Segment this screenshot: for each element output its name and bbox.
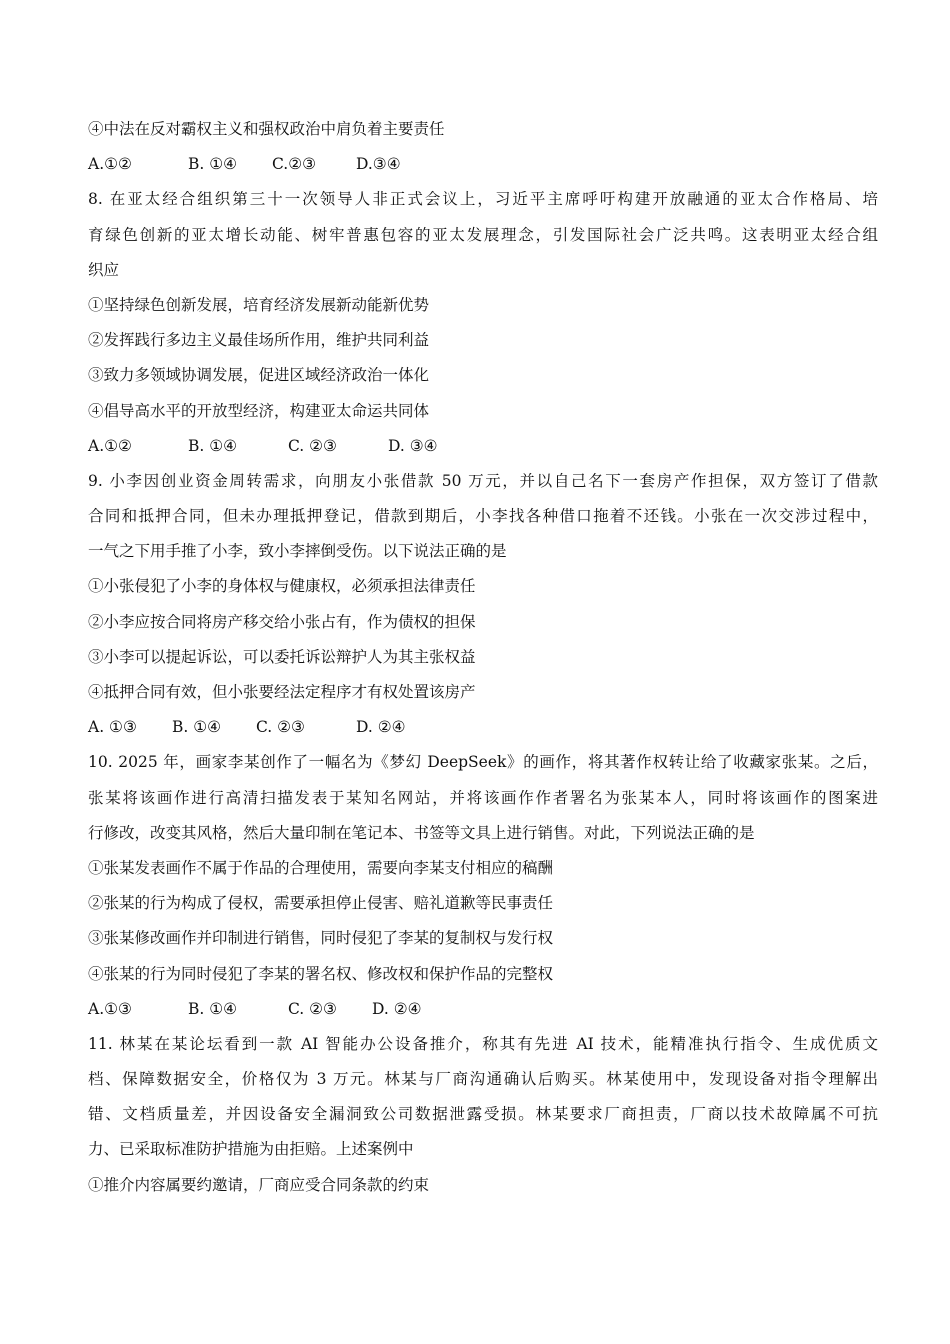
q10-options	[88, 992, 878, 1027]
q9-option-a: A. ①③	[88, 718, 137, 737]
q10-stem-line-3: 行修改，改变其风格，然后大量印制在笔记本、书签等文具上进行销售。对此，下列说法正确的是	[88, 823, 755, 842]
q7-option-d: D.③④	[356, 155, 401, 174]
q10-item-4: ④张某的行为同时侵犯了李某的署名权、修改权和保护作品的完整权	[88, 964, 554, 983]
q9-option-d: D. ②④	[356, 718, 406, 737]
q9-option-b: B. ①④	[172, 718, 222, 737]
q11-stem-line-1: 11. 林某在某论坛看到一款 AI 智能办公设备推介，称其有先进 AI 技术，能精准执行指令、生成优质文	[88, 1034, 878, 1053]
q10-stem-line-1: 10. 2025 年，画家李某创作了一幅名为《梦幻 DeepSeek》的画作，将其著作权转让给了收藏家张某。之后，	[88, 753, 878, 772]
q8-stem-line-1: 8. 在亚太经合组织第三十一次领导人非正式会议上，习近平主席呼吁构建开放融通的亚太合作格局、培	[88, 190, 878, 209]
q8-options	[88, 429, 878, 464]
q11-item-1: ①推介内容属要约邀请，厂商应受合同条款的约束	[88, 1175, 430, 1194]
q9-item-1: ①小张侵犯了小李的身体权与健康权，必须承担法律责任	[88, 577, 476, 596]
q10-stem-line-2: 张某将该画作进行高清扫描发表于某知名网站，并将该画作作者署名为张某本人，同时将该画作的图案进	[88, 788, 878, 807]
q10-item-3: ③张某修改画作并印制进行销售，同时侵犯了李某的复制权与发行权	[88, 929, 554, 948]
q8-option-b: B. ①④	[188, 436, 238, 455]
q10-option-d: D. ②④	[372, 999, 422, 1018]
q8-item-1: ①坚持绿色创新发展，培育经济发展新动能新优势	[88, 295, 430, 314]
q9-stem-line-1: 9. 小李因创业资金周转需求，向朋友小张借款 50 万元，并以自己名下一套房产作担保，双方签订了借款	[88, 471, 878, 490]
q9-stem-line-3: 一气之下用手推了小李，致小李摔倒受伤。以下说法正确的是	[88, 542, 507, 561]
q9-option-c: C. ②③	[256, 718, 305, 737]
q9-item-3: ③小李可以提起诉讼，可以委托诉讼辩护人为其主张权益	[88, 647, 476, 666]
q7-option-b: B. ①④	[188, 155, 238, 174]
q10-option-b: B. ①④	[188, 999, 238, 1018]
q7-item-4: ④中法在反对霸权主义和强权政治中肩负着主要责任	[88, 120, 445, 138]
q10-option-a: A.①③	[88, 999, 132, 1018]
q8-item-3: ③致力多领域协调发展，促进区域经济政治一体化	[88, 366, 430, 385]
q11-stem-line-4: 力、已采取标准防护措施为由拒赔。上述案例中	[88, 1140, 414, 1159]
exam-page	[88, 112, 878, 1203]
q9-item-4: ④抵押合同有效，但小张要经法定程序才有权处置该房产	[88, 683, 476, 701]
q11-stem-line-2: 档、保障数据安全，价格仅为 3 万元。林某与厂商沟通确认后购买。林某使用中，发现设备对指令理解出	[88, 1070, 878, 1089]
q8-option-c: C. ②③	[288, 436, 337, 455]
q9-stem-line-2: 合同和抵押合同，但未办理抵押登记，借款到期后，小李找各种借口拖着不还钱。小张在一次交涉过程中，	[88, 507, 878, 526]
q8-stem-line-3: 织应	[88, 260, 120, 279]
q9-item-2: ②小李应按合同将房产移交给小张占有，作为债权的担保	[88, 612, 476, 631]
q8-item-2: ②发挥践行多边主义最佳场所作用，维护共同利益	[88, 331, 430, 350]
q7-option-c: C.②③	[272, 155, 317, 174]
q7-option-a: A.①②	[88, 155, 132, 174]
q9-options	[88, 710, 878, 745]
q8-item-4: ④倡导高水平的开放型经济，构建亚太命运共同体	[88, 401, 430, 420]
q10-item-1: ①张某发表画作不属于作品的合理使用，需要向李某支付相应的稿酬	[88, 858, 554, 877]
q8-option-a: A.①②	[88, 436, 132, 455]
q8-option-d: D. ③④	[388, 436, 438, 455]
q7-options	[88, 147, 878, 182]
q10-item-2: ②张某的行为构成了侵权，需要承担停止侵害、赔礼道歉等民事责任	[88, 894, 554, 913]
q11-stem-line-3: 错、文档质量差，并因设备安全漏洞致公司数据泄露受损。林某要求厂商担责，厂商以技术故障属不可抗	[88, 1105, 878, 1124]
q10-option-c: C. ②③	[288, 999, 337, 1018]
q8-stem-line-2: 育绿色创新的亚太增长动能、树牢普惠包容的亚太发展理念，引发国际社会广泛共鸣。这表明亚太经合组	[88, 225, 878, 244]
